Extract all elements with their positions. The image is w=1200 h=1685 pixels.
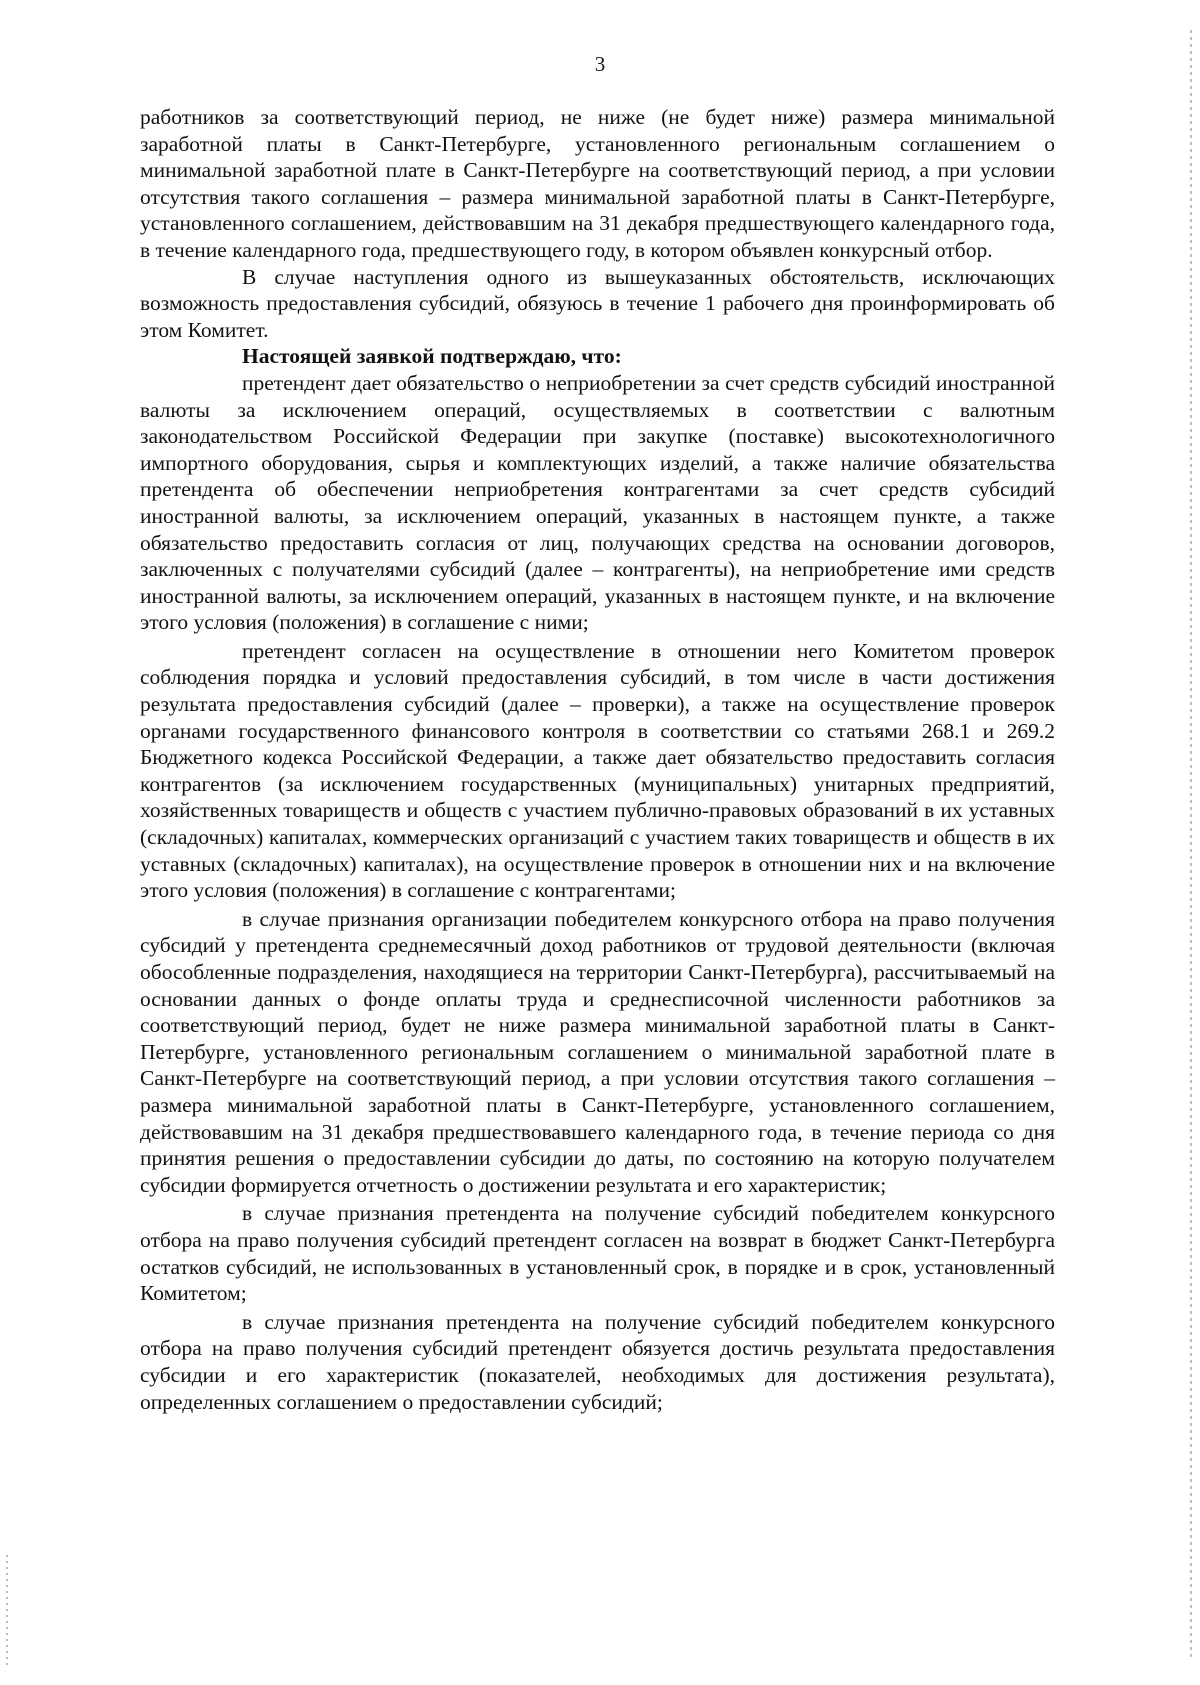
paragraph-inspection-consent: претендент согласен на осуществление в отношении него Комитетом проверок соблюдения порядка и условий предоставления субсидий, в том числе в части достижения результата предоставления субсидий (далее – проверки), а также на осуществление проверок органами государственного финансового контроля в соответствии со статьями 268.1 и 269.2 Бюджетного кодекса Российской Федерации, а также дает обязательство предоставить согласия контрагентов (за исключением государственных (муниципальных) унитарных предприятий, хозяйственных товариществ и обществ с участием публично-правовых образований в их уставных (складочных) капиталах, коммерческих организаций с участием таких товариществ и обществ в их уставных (складочных) капиталах), на осуществление проверок в отношении них и на включение этого условия (положения) в соглашение с контрагентами;: [140, 638, 1055, 903]
paragraph-result-obligation: в случае признания претендента на получение субсидий победителем конкурсного отбора на право получения субсидий претендент обязуется достичь результата предоставления субсидии и его характеристик (показателей, необходимых для достижения результата), определенных соглашением о предоставлении субсидий;: [140, 1309, 1055, 1414]
paragraph-currency-obligation: претендент дает обязательство о неприобретении за счет средств субсидий иностранной валюты за исключением операций, осуществляемых в соответствии с валютным законодательством Российской Федерации при закупке (поставке) высокотехнологичного импортного оборудования, сырья и комплектующих изделий, а также наличие обязательства претендента об обеспечении неприобретения контрагентами за счет средств субсидий иностранной валюты, за исключением операций, указанных в настоящем пункте, а также обязательство предоставить согласия от лиц, получающих средства на основании договоров, заключенных с получателями субсидий (далее – контрагенты), на неприобретение ими средств иностранной валюты, за исключением операций, указанных в настоящем пункте, и на включение этого условия (положения) в соглашение с ними;: [140, 370, 1055, 635]
scan-edge-mark: [6, 1555, 8, 1665]
document-body: [140, 104, 1055, 1415]
paragraph-refund-consent: в случае признания претендента на получение субсидий победителем конкурсного отбора на право получения субсидий претендент согласен на возврат в бюджет Санкт-Петербурга остатков субсидий, не использованных в установленный срок, в порядке и в срок, установленный Комитетом;: [140, 1201, 1055, 1306]
section-heading: Настоящей заявкой подтверждаю, что:: [242, 344, 622, 369]
paragraph-continuation: работников за соответствующий период, не ниже (не будет ниже) размера минимальной заработной платы в Санкт-Петербурге, установленного региональным соглашением о минимальной заработной плате в Санкт-Петербурге на соответствующий период, а при условии отсутствия такого соглашения – размера минимальной заработной платы в Санкт-Петербурге, установленного соглашением, действовавшим на 31 декабря предшествующего календарного года, в течение календарного года, предшествующего году, в котором объявлен конкурсный отбор.: [140, 105, 1055, 262]
paragraph-average-income: в случае признания организации победителем конкурсного отбора на право получения субсидий у претендента среднемесячный доход работников от трудовой деятельности (включая обособленные подразделения, находящиеся на территории Санкт-Петербурга), рассчитываемый на основании данных о фонде оплаты труда и среднесписочной численности работников за соответствующий период, будет не ниже размера минимальной заработной платы в Санкт-Петербурге, установленного региональным соглашением о минимальной заработной плате в Санкт-Петербурге на соответствующий период, а при условии отсутствия такого соглашения – размера минимальной заработной платы в Санкт-Петербурге, установленного соглашением, действовавшим на 31 декабря предшествовавшего календарного года, в течение периода со дня принятия решения о предоставлении субсидии до даты, по состоянию на которую получателем субсидии формируется отчетность о достижении результата и его характеристик;: [140, 906, 1055, 1197]
page-number: 3: [594, 52, 606, 76]
paragraph-obligation-notice: В случае наступления одного из вышеуказанных обстоятельств, исключающих возможность предоставления субсидий, обязуюсь в течение 1 рабочего дня проинформировать об этом Комитет.: [140, 264, 1055, 342]
scan-edge-mark: [1190, 30, 1192, 1660]
